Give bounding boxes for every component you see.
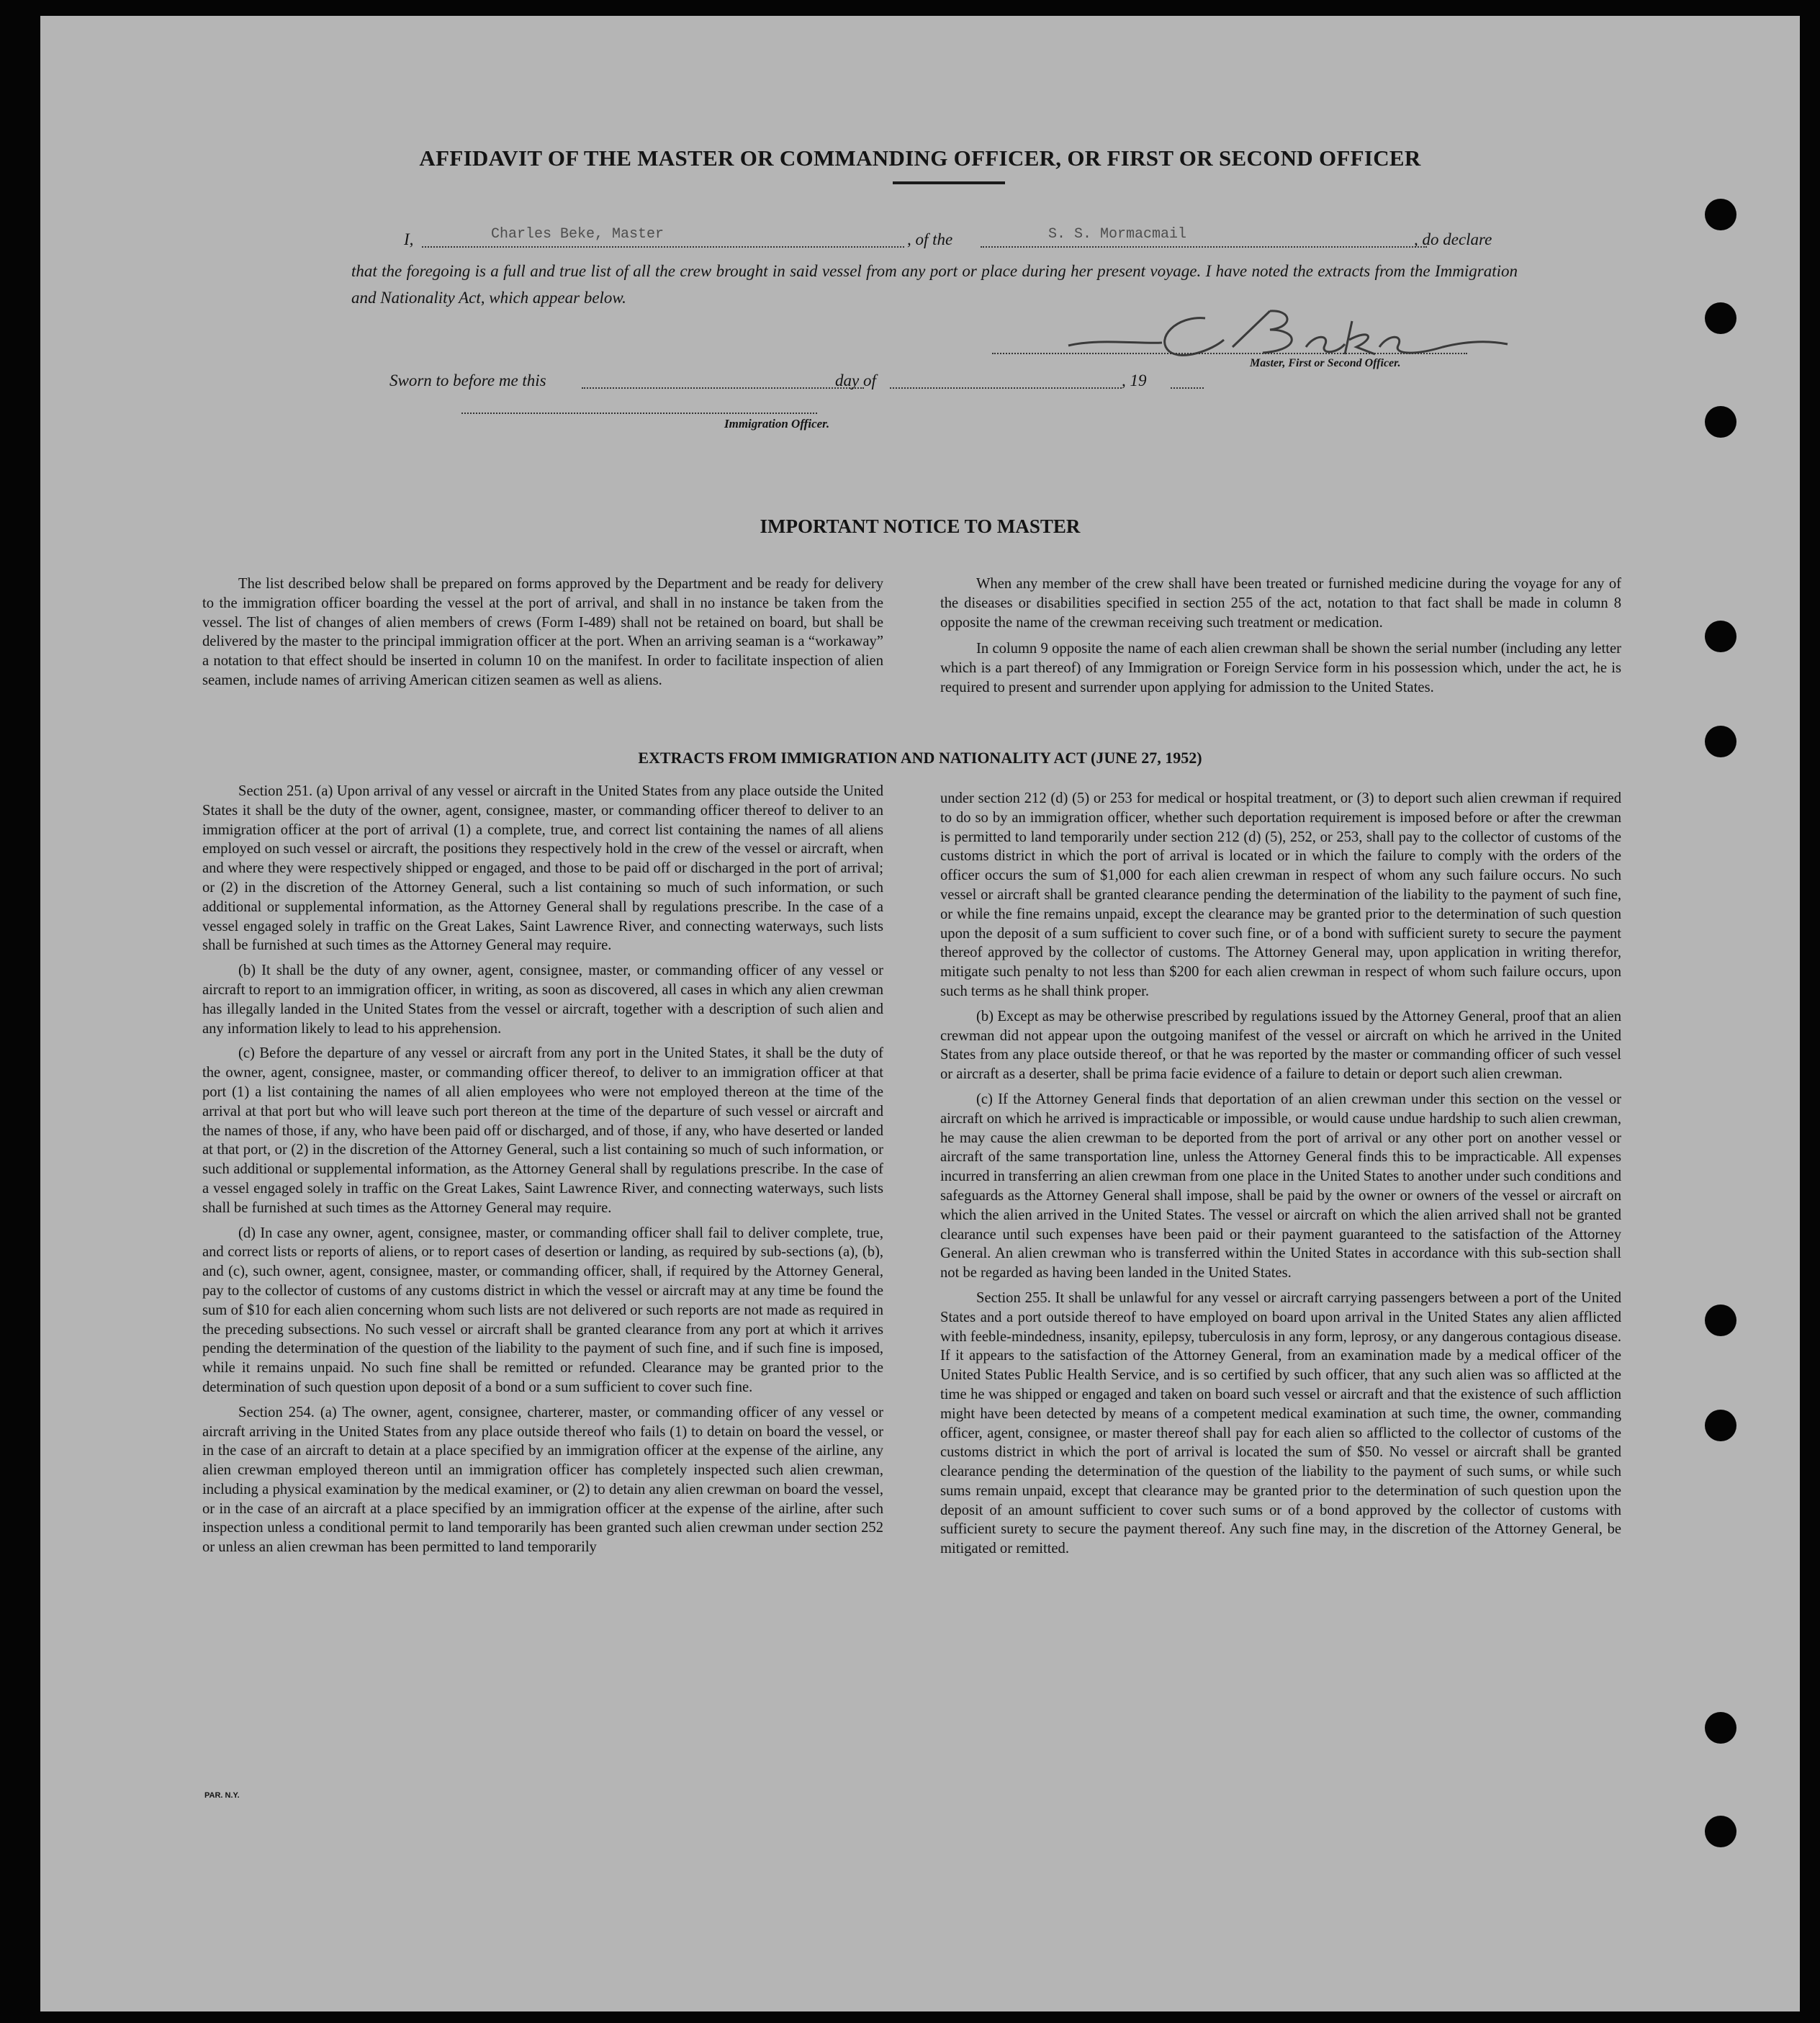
year-label: , 19 [1122, 371, 1147, 389]
declaration-text: that the foregoing is a full and true list of all the crew brought in said vessel from any port or place during her present voyage. I have noted the extracts from the Immigration and Nationality Act, which appear below. [351, 262, 1518, 307]
act-paragraph: (b) Except as may be otherwise prescribed by regulations issued by the Attorney General, proof that an alien crewman did not appear upon the outgoing manifest of the vessel or aircraft on which he arrived in the United States from any place outside thereof, or that he was reported by the master or commanding officer of such vessel or aircraft as a deserter, shall be prima facie evidence of a failure to detain or deport such alien crewman. [940, 1008, 1621, 1083]
immigration-officer-caption: Immigration Officer. [724, 417, 830, 431]
notice-left-column [202, 575, 883, 698]
document-sheet [40, 16, 1800, 2011]
act-right-column [940, 789, 1621, 1564]
punch-hole [1705, 302, 1736, 334]
punch-hole [1705, 1712, 1736, 1744]
punch-hole [1705, 726, 1736, 757]
act-paragraph: Section 254. (a) The owner, agent, consignee, charterer, master, or commanding officer of any vessel or aircraft arriving in the United States from any place outside thereof who fails (1) to detain on board the vessel, or in the case of an aircraft to detain at a place specified by an immigration officer at the expense of the airline, any alien crewman employed thereon until an immigration officer has completely inspected such alien crewman, including a physical examination by the medical examiner, or (2) to detain any alien crewman on board the vessel, or in the case of an aircraft at a place specified by an immigration officer at the expense of the airline, after such inspection unless a conditional permit to land temporarily has been granted such alien crewman under section 252 or unless an alien crewman has been permitted to land temporarily [202, 1404, 883, 1556]
act-paragraph: (c) Before the departure of any vessel or aircraft from any port in the United States, it shall be the duty of the owner, agent, consignee, master, or commanding officer thereof, to deliver to an immigration officer at that port (1) a list containing the names of all alien employees who were not employed thereon at the time of the arrival at that port but who will leave such port thereon at the time of the departure of such vessel or aircraft and the names of those, if any, who have been paid off or discharged, and of those, if any, who have deserted or landed at that port, or (2) in the discretion of the Attorney General, such a list containing so much of such information, or such additional or supplemental information, as the Attorney General shall by regulations prescribe. In the case of a vessel engaged solely in traffic on the Great Lakes, Saint Lawrence River, and connecting waterways, such lists shall be furnished at such times as the Attorney General may require. [202, 1045, 883, 1216]
act-paragraph: Section 251. (a) Upon arrival of any vessel or aircraft in the United States from any place outside the United States it shall be the duty of the owner, agent, consignee, master, or commanding officer thereof to deliver to an immigration officer at the port of arrival (1) a complete, true, and correct list containing the names of all aliens employed on such vessel or aircraft, the positions they respectively hold in the crew of the vessel or aircraft, when and where they were respectively shipped or engaged, and those to be paid off or discharged in the port of arrival; or (2) in the discretion of the Attorney General, such a list containing so much of such information, or such additional or supplemental information, as the Attorney General shall by regulations prescribe. In the case of a vessel engaged solely in traffic on the Great Lakes, Saint Lawrence River, and connecting waterways, such lists shall be furnished at such times as the Attorney General may require. [202, 783, 883, 954]
signature-line [992, 353, 1467, 354]
act-left-column [202, 782, 883, 1563]
punch-hole [1705, 1410, 1736, 1441]
notice-paragraph: The list described below shall be prepared on forms approved by the Department and be ready for delivery to the immigration officer boarding the vessel at the port of arrival, and shall in no instance be taken from the vessel. The list of changes of alien members of crews (Form I-489) shall not be retained on board, but shall be delivered by the master to the principal immigration officer at the port. When an arriving seaman is a “workaway” a notation to that effect should be inserted in column 10 on the manifest. In order to facilitate inspection of alien seamen, include names of arriving American citizen seamen as well as aliens. [202, 576, 883, 688]
notice-paragraph: When any member of the crew shall have been treated or furnished medicine during the voyage for any of the diseases or disabilities specified in section 255 of the act, notation to that fact shall be made in column 8 opposite the name of the crewman receiving such treatment or medication. [940, 576, 1621, 631]
act-paragraph: (b) It shall be the duty of any owner, agent, consignee, master, or commanding officer of any vessel or aircraft to report to an immigration officer, in writing, as soon as discovered, all cases in which any alien crewman has illegally landed in the United States from the vessel or aircraft, together with a description of such alien and any information likely to lead to his apprehension. [202, 963, 883, 1037]
title-rule [893, 181, 1005, 184]
act-paragraph: (c) If the Attorney General finds that deportation of an alien crewman under this section on the vessel or aircraft on which he arrived is impracticable or impossible, or would cause undue hardship to such alien crewman, he may cause the alien crewman to be deported from the port of arrival or any other port on another vessel or aircraft of the same transportation line, unless the Attorney General finds this to be impracticable. All expenses incurred in transferring an alien crewman from one place in the United States to another under such conditions and safeguards as the Attorney General shall impose, shall be paid by the owner or owners of the vessel or aircraft on which the alien arrived in the United States. The vessel or aircraft on which the alien arrived shall not be granted clearance until such expenses have been paid or their payment guaranteed to the satisfaction of the Attorney General. An alien crewman who is transferred within the United States in accordance with this sub-section shall not be regarded as having been landed in the United States. [940, 1091, 1621, 1281]
printer-mark: PAR. N.Y. [204, 1791, 240, 1800]
vessel-name-value: S. S. Mormacmail [1048, 226, 1187, 243]
punch-hole [1705, 1305, 1736, 1336]
name-line [422, 246, 904, 248]
day-of-label: day of [835, 371, 876, 389]
notice-title: IMPORTANT NOTICE TO MASTER [760, 515, 1081, 537]
i-label: I, [404, 230, 414, 248]
sworn-day-line [582, 387, 864, 389]
of-the-label: , of the [907, 230, 953, 248]
vessel-line [981, 246, 1427, 248]
affidavit-title: AFFIDAVIT OF THE MASTER OR COMMANDING OFFICER, OR FIRST OR SECOND OFFICER [419, 145, 1421, 171]
punch-hole [1705, 621, 1736, 652]
sworn-label: Sworn to before me this [389, 371, 546, 389]
immigration-officer-line [461, 413, 817, 414]
act-paragraph: (d) In case any owner, agent, consignee, master, or commanding officer shall fail to deliver complete, true, and correct lists or reports of aliens, or to report cases of desertion or landing, as required by sub-sections (a), (b), and (c), such owner, agent, consignee, master, or commanding officer, shall, if required by the Attorney General, pay to the collector of customs of any customs district in which the vessel or aircraft may at any time be found the sum of $10 for each alien concerning whom such lists are not delivered or such reports are not made as required in the preceding subsections. No such vessel or aircraft shall be granted clearance from any port at which it arrives pending the determination of the question of the liability to the payment of such fine, and if such fine is imposed, while it remains unpaid. No such fine shall be remitted or refunded. Clearance may be granted prior to the determination of such question upon deposit of a bond or a sum sufficient to cover such fine. [202, 1225, 883, 1395]
act-paragraph: Section 255. It shall be unlawful for any vessel or aircraft carrying passengers between a port of the United States and a port outside thereof to have employed on board upon arrival in the United States any alien afflicted with feeble-mindedness, insanity, epilepsy, tuberculosis in any form, leprosy, or any dangerous contagious disease. If it appears to the satisfaction of the Attorney General, from an examination made by a medical officer of the United States Public Health Service, and is so certified by such officer, that any such alien was so afflicted at the time he was shipped or engaged and taken on board such vessel or aircraft and that the existence of such affliction might have been detected by means of a competent medical examination at such time, the owner, commanding officer, agent, consignee, or master thereof shall pay for each alien so afflicted to the collector of customs of the customs district in which the port of arrival is located the sum of $50. No vessel or aircraft shall be granted clearance pending the determination of the question of the liability to the payment of such sums, or while such sums remain unpaid, except that clearance may be granted prior to the determination of such question upon the deposit of an amount sufficient to cover such sums or of a bond approved by the collector of customs with sufficient surety to secure the payment thereof. Any such fine may, in the discretion of the Attorney General, be mitigated or remitted. [940, 1289, 1621, 1557]
punch-hole [1705, 406, 1736, 438]
punch-hole [1705, 199, 1736, 230]
master-name-value: Charles Beke, Master [491, 226, 665, 243]
extracts-title: EXTRACTS FROM IMMIGRATION AND NATIONALITY ACT (JUNE 27, 1952) [638, 749, 1202, 767]
sworn-year-line [1171, 387, 1204, 389]
act-paragraph: under section 212 (d) (5) or 253 for medical or hospital treatment, or (3) to deport such alien crewman if required to do so by an immigration officer, whether such deportation requirement is imposed before or after the crewman is permitted to land temporarily under section 212 (d) (5), 252, or 253, shall pay to the collector of customs of the customs district in which the port of arrival is located or in which the failure to comply with the orders of the officer occurs the sum of $1,000 for each alien crewman in respect of whom any such failure occurs. No such vessel or aircraft shall be granted clearance pending the determination of the liability to the payment of such fine, or while the fine remains unpaid, except the clearance may be granted prior to the determination of such question upon the deposit of a sum sufficient to cover such fine, or of a bond with sufficient surety to secure the payment thereof approved by the collector of customs. The Attorney General may, upon application in writing therefor, mitigate such penalty to not less than $200 for each alien crewman in respect of whom such failure occurs, upon such terms as he shall think proper. [940, 790, 1621, 999]
punch-hole [1705, 1816, 1736, 1847]
signature-caption: Master, First or Second Officer. [1250, 357, 1401, 369]
sworn-month-line [890, 387, 1122, 389]
notice-right-column [940, 575, 1621, 705]
notice-paragraph: In column 9 opposite the name of each alien crewman shall be shown the serial number (including any letter which is a part thereof) of any Immigration or Foreign Service form in his possession which, under the act, he is required to present and surrender upon applying for admission to the United States. [940, 641, 1621, 695]
declare-label: , do declare [1414, 230, 1492, 248]
